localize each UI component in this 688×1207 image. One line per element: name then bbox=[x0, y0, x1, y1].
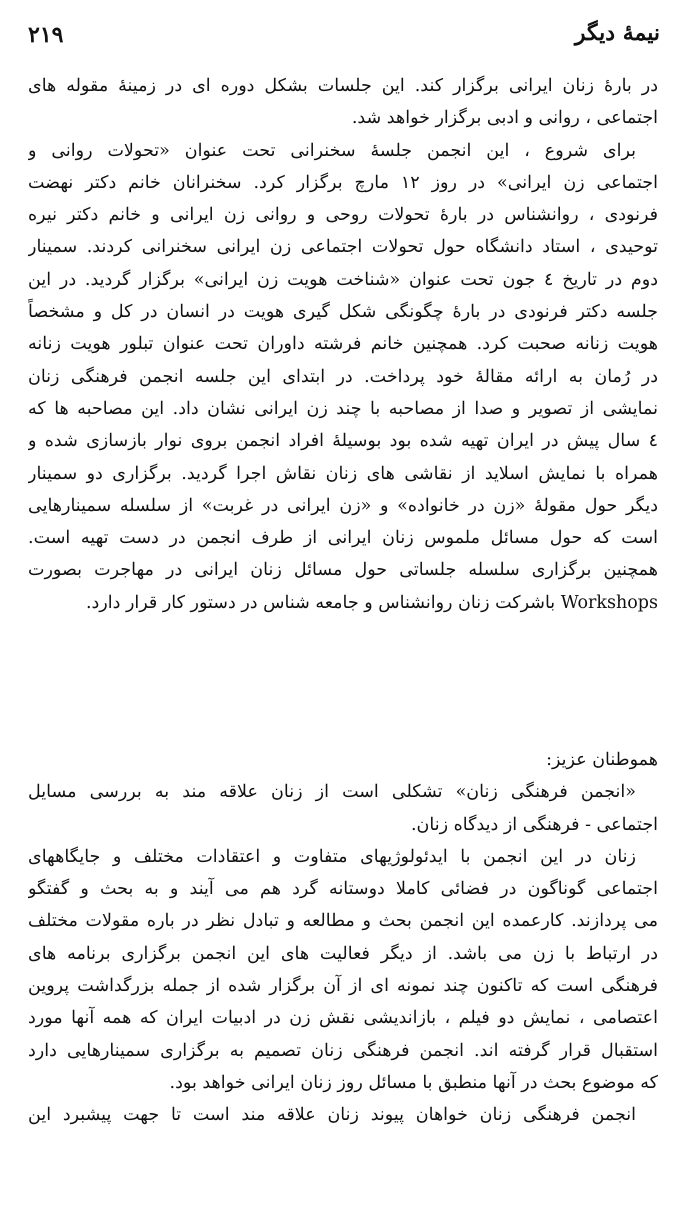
text-line: هویت زنانه صحبت کرد. همچنین خانم فرشته داوران تحت عنوان تبلور هویت زنانه bbox=[28, 334, 658, 355]
greeting-heading: هموطنان عزیز: bbox=[546, 750, 658, 770]
text-line: اجتماعی ، روانی و ادبی برگزار خواهد شد. bbox=[351, 108, 658, 129]
text-line: که موضوع بحث در آنها منطبق با مسائل روز زنان ایرانی خواهد بود. bbox=[169, 1072, 658, 1093]
text-line: نمایشی از تصویر و صدا از مصاحبه با چند زن ایرانی نشان داد. این مصاحبه ها که bbox=[28, 398, 658, 419]
text-line: توحیدی ، استاد دانشگاه حول تحولات اجتماعی زن ایرانی سخنرانی کردند. سمینار bbox=[28, 237, 658, 258]
report-section bbox=[28, 70, 658, 619]
text-line: دیگر حول مقولهٔ «زن در خانواده» و «زن ایرانی در غربت» از سلسله سمینارهایی bbox=[28, 495, 658, 516]
text-line: در رُمان به ارائه مقالهٔ خود پرداخت. در ابتدای این جلسه انجمن فرهنگی زنان bbox=[28, 366, 658, 387]
text-line: اجتماعی گوناگون در فضائی کاملا دوستانه گرد هم می آیند و به بحث و گفتگو bbox=[28, 879, 658, 900]
text-line: «انجمن فرهنگی زنان» تشکلی است از زنان علاقه مند به بررسی مسایل bbox=[28, 782, 636, 803]
text-line: می پردازند. کارعمده این انجمن بحث و مطالعه و تبادل نظر در باره مقولات مختلف bbox=[28, 911, 658, 932]
text-line: در ارتباط با زن می باشد. از دیگر فعالیت های این انجمن برگزاری برنامه های bbox=[28, 943, 658, 964]
text-line: دوم در تاریخ ٤ جون تحت عنوان «شناخت هویت زن ایرانی» برگزار گردید. در این bbox=[28, 269, 658, 290]
page-number: ۲۱۹ bbox=[28, 22, 64, 48]
text-line: ٤ سال پیش در ایران تهیه شده بود بوسیلهٔ افراد انجمن بروی نوار بازسازی شده و bbox=[28, 431, 658, 452]
text-line: جلسه دکتر فرنودی در بارهٔ چگونگی شکل گیری هویت در انسان در کل و مشخصاً bbox=[28, 302, 658, 323]
text-line: اجتماعی زن ایرانی» در روز ۱۲ مارچ برگزار کرد. سخنرانان خانم دکتر نهضت bbox=[28, 172, 658, 193]
text-line: است که حول مسائل ملموس زنان ایرانی از طرف انجمن در دست تهیه است. bbox=[28, 528, 658, 549]
text-line: اعتصامی ، نمایش دو فیلم ، بازاندیشی نقش زن در ادبیات ایران که همه آنها مورد bbox=[28, 1008, 658, 1029]
text-line: استقبال قرار گرفته اند. انجمن فرهنگی زنان تصمیم به برگزاری سمینارهایی دارد bbox=[28, 1040, 658, 1061]
text-line: فرنودی ، روانشناس در بارهٔ تحولات روحی و روانی زن ایرانی و خانم دکتر نیره bbox=[28, 205, 658, 226]
text-line: همچنین برگزاری سلسله جلساتی حول مسائل زنان ایرانی در مهاجرت بصورت bbox=[28, 560, 658, 581]
text-line: Workshops باشرکت زنان روانشناس و جامعه شناس در دستور کار قرار دارد. bbox=[85, 592, 658, 613]
text-line: انجمن فرهنگی زنان خواهان پیوند زنان علاقه مند است تا جهت پیشبرد این bbox=[28, 1105, 636, 1126]
text-line: زنان در این انجمن با ایدئولوژیهای متفاوت و اعتقادات مختلف و جایگاههای bbox=[28, 846, 636, 867]
text-line: فرهنگی است که تاکنون چند نمونه ای از آن برگزار شده از جمله بزرگداشت پروین bbox=[28, 976, 658, 997]
address-section bbox=[28, 744, 658, 1132]
text-line: همراه با نمایش اسلاید از نقاشی های زنان نقاش اجرا گردید. برگزاری دو سمینار bbox=[28, 463, 658, 484]
text-line: برای شروع ، این انجمن جلسهٔ سخنرانی تحت عنوان «تحولات روانی و bbox=[28, 140, 636, 161]
page-header bbox=[28, 18, 660, 54]
text-line: در بارهٔ زنان ایرانی برگزار کند. این جلسات بشکل دوره ای در زمینهٔ مقوله های bbox=[28, 76, 658, 96]
running-title: نیمهٔ دیگر bbox=[574, 20, 660, 46]
text-line: اجتماعی - فرهنگی از دیدگاه زنان. bbox=[410, 814, 658, 835]
